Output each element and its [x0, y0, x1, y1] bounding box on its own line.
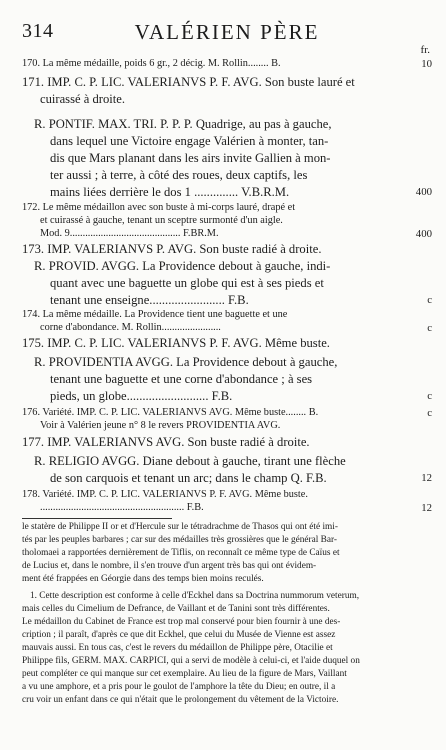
catalog-line: 174. La même médaille. La Providence tient une baguette et une — [22, 309, 288, 320]
catalog-line: quant avec une baguette un globe qui est à ses pieds et — [50, 276, 324, 290]
catalog-line: dis que Mars planant dans les airs invite Gallien à mon- — [50, 151, 331, 165]
footnote-line: Philippe fils, GERM. MAX. CARPICI, qui a servi de modèle à celui-ci, et l'aide duquel on — [22, 656, 360, 666]
price-value: 12 — [421, 472, 432, 484]
catalog-line: Voir à Valérien jeune n° 8 le revers PROVIDENTIA AVG. — [40, 420, 281, 431]
catalog-line: R. RELIGIO AVGG. Diane debout à gauche, tirant une flèche — [34, 454, 346, 468]
footnote-line: de Lucius et, dans le nombre, il s'en trouve d'un argent très bas qui ont évidem- — [22, 561, 317, 571]
column-label: fr. — [420, 44, 430, 56]
catalog-line: ter aussi ; à terre, à côté des roues, deux captifs, les — [50, 168, 308, 182]
footnote-line: peut compléter ce qui manque sur cet exemplaire. Au lieu de la figure de Mars, Vaillant — [22, 669, 347, 679]
catalog-line: de son carquois et tenant un arc; dans le champ Q. F.B. — [50, 471, 327, 485]
footnote-divider — [22, 518, 172, 519]
catalog-line: 177. IMP. VALERIANVS AVG. Son buste radié à droite. — [22, 435, 310, 449]
catalog-line: 176. Variété. IMP. C. P. LIC. VALERIANVS AVG. Même buste........ B. — [22, 407, 319, 418]
catalog-line: cuirassé à droite. — [40, 92, 125, 106]
page-header — [22, 20, 432, 46]
page-title: VALÉRIEN PÈRE — [134, 20, 320, 44]
price-value: 12 — [421, 502, 432, 514]
footnote-line: cru voir un enfant dans ce qui n'était que le prolongement du vêtement de la Victoire. — [22, 695, 339, 705]
footnote-line: tés par les peuples barbares ; car sur des médailles très grossières que le général Bar- — [22, 535, 338, 545]
footnote-line: cription ; il paraît, d'après ce que dit Eckhel, que celui du Musée de Vienne est assez — [22, 630, 336, 640]
catalog-line: pieds, un globe.......................... F.B. — [50, 389, 233, 403]
catalog-line: 175. IMP. C. P. LIC. VALERIANVS P. F. AVG. Même buste. — [22, 336, 330, 350]
page-number: 314 — [22, 20, 54, 42]
price-value: c — [427, 322, 432, 334]
catalog-line: mains liées derrière le dos 1 .............. V.B.R.M. — [50, 185, 290, 199]
price-value: 400 — [415, 186, 432, 198]
footnote-line: tholomaei a rapportées dernièrement de Tiflis, on reconnaît ce même type de Caïus et — [22, 548, 340, 558]
footnote-line: le statère de Philippe II or et d'Hercule sur le tétradrachme de Thasos qui ont été imi- — [22, 522, 338, 532]
catalog-line: et cuirassé à gauche, tenant un sceptre surmonté d'un aigle. — [40, 215, 283, 226]
footnote-line: 1. Cette description est conforme à celle d'Eckhel dans sa Doctrina nummorum veterum, — [30, 591, 360, 601]
footnote-line: mauvais aussi. En tous cas, c'est le revers du médaillon de Philippe père, Otacilie et — [22, 643, 333, 653]
price-value: c — [427, 390, 432, 402]
price-value: 400 — [415, 228, 432, 240]
footnote-line: a vu une amphore, et a pris pour le goulot de l'amphore la tête du Dieu; en outre, il a — [22, 682, 336, 692]
catalog-line: ........................................................ F.B. — [40, 502, 204, 513]
footnote-line: mais celles du Cimelium de Defrance, de Vaillant et de Tanini sont très différentes. — [22, 604, 330, 614]
price-value: c — [427, 407, 432, 419]
footnote-line: Le médaillon du Cabinet de France est trop mal conservé pour bien fournir à une des- — [22, 617, 341, 627]
catalog-line: tenant une baguette et une corne d'abondance ; à ses — [50, 372, 313, 386]
catalog-line: 172. Le même médaillon avec son buste à mi-corps lauré, drapé et — [22, 202, 296, 213]
catalog-line: tenant une enseigne........................ F.B. — [50, 293, 249, 307]
catalog-line: dans lequel une Victoire engage Valérien à monter, tan- — [50, 134, 329, 148]
footnote-line: ment été frappées en Géorgie dans des temps bien moins reculés. — [22, 574, 264, 584]
catalog-line: corne d'abondance. M. Rollin....................... — [40, 322, 221, 333]
catalog-line: 178. Variété. IMP. C. P. LIC. VALERIANVS P. F. AVG. Même buste. — [22, 489, 308, 500]
catalog-line: R. PROVIDENTIA AVGG. La Providence debout à gauche, — [34, 355, 338, 369]
catalog-line: Mod. 9........................................... F.BR.M. — [40, 228, 219, 239]
price-value: 10 — [421, 58, 432, 70]
catalog-line: R. PONTIF. MAX. TRI. P. P. P. Quadrige, au pas à gauche, — [34, 117, 332, 131]
catalog-line: 170. La même médaille, poids 6 gr., 2 décig. M. Rollin........ B. — [22, 58, 281, 69]
catalog-line: 171. IMP. C. P. LIC. VALERIANVS P. F. AVG. Son buste lauré et — [22, 75, 355, 89]
catalog-line: R. PROVID. AVGG. La Providence debout à gauche, indi- — [34, 259, 331, 273]
price-value: c — [427, 294, 432, 306]
catalog-line: 173. IMP. VALERIANVS P. AVG. Son buste radié à droite. — [22, 242, 322, 256]
